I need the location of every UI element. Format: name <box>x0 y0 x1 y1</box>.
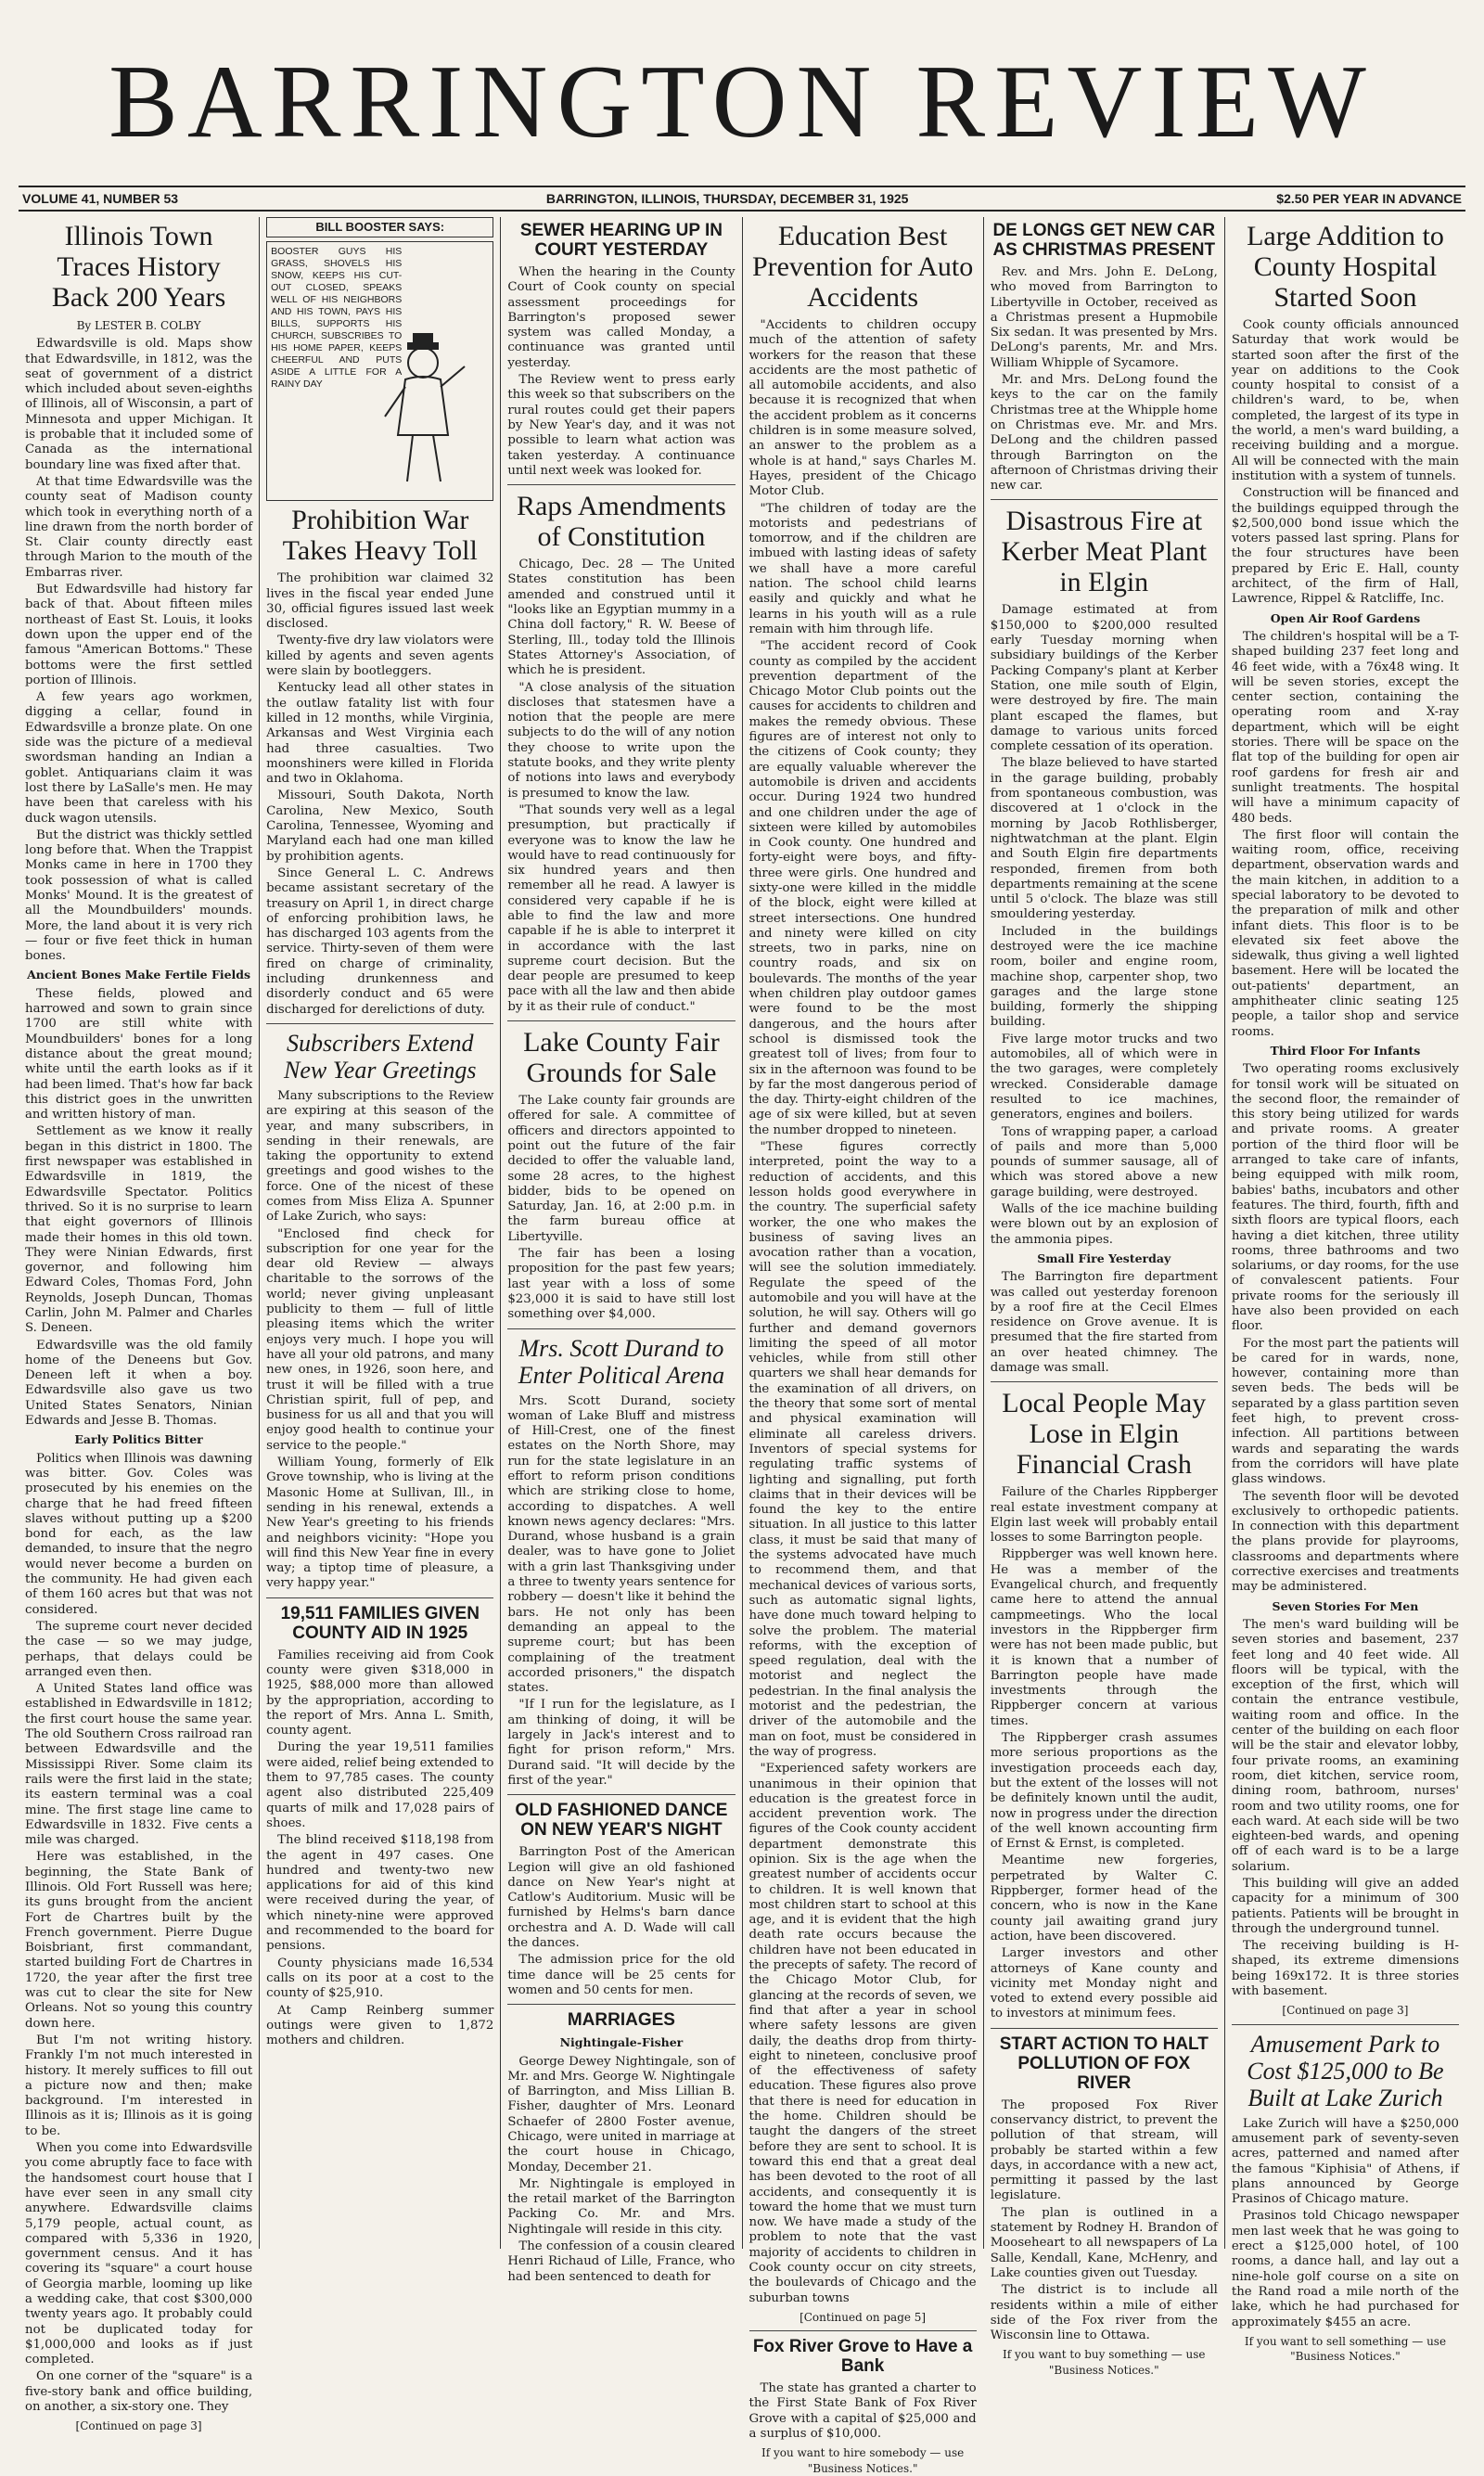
raps-headline: Raps Amendments of Constitution <box>517 491 726 553</box>
sewer-paragraph: When the hearing in the County Court of Cook county on special assessment proceedings for Barrington's proposed sewer system was called Monday, a continuance was granted until yesterday. <box>507 265 736 370</box>
prohibition-paragraph: Since General L. C. Andrews became assistant secretary of the treasury on April 1, in direct charge of enforcing prohibition laws, he has discharged 103 agents from the service. Thirty-seven of them were fired on charge of criminality, including drunkenness and disorderly conduct and 65 were discharged for derelictions of duty. <box>266 866 494 1017</box>
column-2 <box>260 217 501 2249</box>
subscribers-paragraph: William Young, formerly of Elk Grove township, who is living at the Masonic Home at Sullivan, Ill., in sending in his renewal, extends a New Year's greeting to his friends and neighbors vicinity: "Hope you will find this New Year fine in every way; a tiptop time of pleasure, a very happy year." <box>266 1456 494 1591</box>
prohibition-paragraph: Missouri, South Dakota, North Carolina, New Mexico, South Carolina, Tennessee, Wyoming and Maryland each had one man killed by prohibition agents. <box>266 789 494 864</box>
pollution-paragraph: The district is to include all residents within a mile of either side of the Fox river from the Wisconsin line to Ottawa. <box>990 2283 1218 2343</box>
durand-headline: Mrs. Scott Durand to Enter Political Arena <box>518 1334 725 1389</box>
column-1 <box>19 217 260 2433</box>
sewer-headline: SEWER HEARING UP IN COURT YESTERDAY <box>519 221 723 260</box>
booster-title: BILL BOOSTER SAYS: <box>266 217 493 237</box>
bill-booster-cartoon <box>266 241 493 501</box>
history-paragraph: A United States land office was established in Edwardsville in 1812; the first court house the same year. The old Southern Cross railroad ran between Edwardsville and the Mississippi River. Some claim its rails were the first laid in the state; its eastern terminal was a coal mine. The first stage line came to Edwardsville in 1832. Five cents a mile was charged. <box>25 1682 253 1848</box>
divider <box>266 1597 493 1598</box>
history-paragraph: Here was established, in the beginning, the State Bank of Illinois. Old Fort Russell was here; its guns brought from the ancient Fort de Chartres built by the French government. Pierre Dugue Boisbriant, first commandant, started building Fort de Chartres in 1720, the year after the first tree was cut to clear the site for New Orleans. Not so young this country down here. <box>25 1850 253 2031</box>
divider <box>991 499 1218 500</box>
divider <box>507 1020 735 1021</box>
booster-caption: BOOSTER GUYS HIS GRASS, SHOVELS HIS SNOW, KEEPS HIS CUT-OUT CLOSED, SPEAKS WELL OF HIS NEIGHBORS AND HIS TOWN, PAYS HIS BILLS, SUPPORTS HIS CHURCH, SUBSCRIBES TO HIS HOME PAPER, KEEPS CHEERFUL AND PUTS ASIDE A LITTLE FOR A RAINY DAY <box>271 246 403 391</box>
fairgrounds-headline: Lake County Fair Grounds for Sale <box>523 1027 720 1089</box>
history-paragraph: Settlement as we know it really began in this district in 1800. The first newspaper was established in Edwardsville in 1819, the Edwardsville Spectator. Politics thrived. So it is no surprise to learn that eight governors of Illinois made their homes in this old town. They were Ninian Edwards, first governor, and following him Edward Coles, Thomas Ford, John Reynolds, Joseph Duncan, Thomas Carlin, John M. Palmer and Charles S. Deneen. <box>25 1124 253 1336</box>
history-paragraph: These fields, plowed and harrowed and sown to grain since 1700 are still white with Moundbuilders' bones for a long distance about the great mound; white until the earth looks as if it had been limed. That's how far back this district goes in the unwritten and written history of man. <box>25 986 253 1123</box>
dance-paragraph: The admission price for the old time dance will be 25 cents for women and 50 cents for men. <box>507 1953 736 1997</box>
hospital-paragraph: This building will give an added capacity for a minimum of 300 patients. Patients will be brought in through the underground tunnel. <box>1231 1876 1460 1936</box>
divider <box>507 1794 735 1795</box>
hospital-headline: Large Addition to County Hospital Started Soon <box>1247 221 1444 313</box>
marriages-paragraph: Mr. Nightingale is employed in the retail market of the Barrington Packing Co. Mr. and Mrs. Nightingale will reside in this city. <box>507 2176 736 2237</box>
column-3 <box>501 217 742 2284</box>
subscribers-paragraph: "Enclosed find check for subscription for one year for the dear old Review — always charitable to the sorrows of the world; never giving unpleasant publicity to them — full of little pleasing items which the writer enjoys very much. I hope you will have all your old patrons, and many new ones, in 1926, soon here, and trust it will be filled with a true Christian spirit, full of pep, and business for us all and that you will enjoy good health to continue your service to the people." <box>266 1226 494 1453</box>
booster-figure-icon <box>368 333 480 491</box>
history-paragraph: Edwardsville was the old family home of the Deneens but Gov. Deneen left it when a boy. Edwardsville also gave us two United States Senators, Ninian Edwards and Jesse B. Thomas. <box>25 1338 253 1429</box>
history-headline: Illinois Town Traces History Back 200 Years <box>51 221 226 313</box>
aid-paragraph: The blind received $118,198 from the agent in 497 cases. One hundred and twenty-two new applications for aid of this kind were received during the year, of which ninety-nine were approved and recommended to the board for pensions. <box>266 1833 494 1954</box>
history-continued: [Continued on page 3] <box>75 2419 202 2433</box>
hospital-subhead: Third Floor For Infants <box>1270 1043 1421 1058</box>
dateline <box>19 186 1465 212</box>
fire-subhead: Small Fire Yesterday <box>1037 1251 1171 1265</box>
subscribers-headline: Subscribers Extend New Year Greetings <box>283 1029 477 1084</box>
rippberger-headline: Local People May Lose in Elgin Financial Crash <box>1002 1388 1207 1481</box>
history-subhead: Early Politics Bitter <box>74 1432 203 1447</box>
history-paragraph: Edwardsville is old. Maps show that Edwardsville, in 1812, was the seat of government of a district which included about seven-eighths of Illinois, all of Wisconsin, a part of Minnesota and upper Michigan. It is probable that it included some of Canada as the international boundary line was fixed after that. <box>25 337 253 472</box>
divider <box>507 2004 735 2005</box>
prohibition-paragraph: Twenty-five dry law violators were killed by agents and seven agents were slain by bootleggers. <box>266 634 494 679</box>
pollution-headline: START ACTION TO HALT POLLUTION OF FOX RIVER <box>999 2033 1209 2093</box>
rippberger-paragraph: Meantime new forgeries, perpetrated by Walter C. Rippberger, former head of the concern, who is now in the Kane county jail awaiting grand jury action, have been discovered. <box>990 1854 1218 1944</box>
delong-paragraph: Rev. and Mrs. John E. DeLong, who moved from Barrington to Libertyville in October, received as a Christmas present a Hupmobile Six sedan. It was presented by Mrs. DeLong's parents, Mr. and Mrs. William Whipple of Sycamore. <box>990 265 1218 370</box>
history-byline: By LESTER B. COLBY <box>76 319 201 332</box>
hospital-paragraph: Two operating rooms exclusively for tonsil work will be situated on the second floor, the remainder of this story being utilized for wards and private rooms. A greater portion of the third floor will be arranged to take care of infants, being equipped with milk room, babies' baths, incubators and other features. The third, fourth, fifth and sixth floors are typical floors, each having a diet kitchen, three utility rooms, three bathrooms and two solariums, or day rooms, for the use of convalescent patients. Four private rooms for the seriously ill have also been provided on each floor. <box>1231 1062 1460 1334</box>
history-paragraph: At that time Edwardsville was the county seat of Madison county which took in everything north of a line drawn from the north border of St. Clair county directly east through Marion to the mouth of the Embarras river. <box>25 474 253 580</box>
place-date: BARRINGTON, ILLINOIS, THURSDAY, DECEMBER 31, 1925 <box>545 191 909 206</box>
marriages-headline: MARRIAGES <box>567 2010 675 2031</box>
divider <box>1232 2024 1459 2025</box>
marriages-paragraph: George Dewey Nightingale, son of Mr. and Mrs. George W. Nightingale of Barrington, and Miss Lillian B. Fisher, daughter of Mrs. Leonard Schaefer of 2800 Foster avenue, Chicago, were united in marriage at the court house in Chicago, Monday, December 21. <box>507 2054 736 2175</box>
hospital-paragraph: The men's ward building will be seven stories and basement, 237 feet long and 40 feet wide. All floors will be typical, with the exception of the first, which will contain the entrance vestibule, waiting room and office. In the center of the building on each floor will be the stair and elevator lobby, four private rooms, an examining room, diet kitchen, service room, dining room, bathroom, nurses' room and two utility rooms, one for each ward. At each side will be two eighteen-bed wards, and opening off of each ward is to be a large solarium. <box>1231 1617 1460 1874</box>
raps-paragraph: "That sounds very well as a legal presumption, but practically if everyone was to know the law he would have to read continuously for six hundred years and then remember all he read. A lawyer is considered very capable if he is able to find the law and more capable if he is able to interpret it in accordance with the last supreme court decision. But the dear people are presumed to keep pace with all the law and then abide by it as their rule of conduct." <box>507 802 736 1014</box>
education-paragraph: "The accident record of Cook county as compiled by the accident prevention department of the Chicago Motor Club points out the causes for accidents to children and makes the remedy obvious. These figures are of interest not only to the citizens of Cook county; they are equally valuable wherever the automobile is driven and accidents occur. During 1924 two hundred and one children under the age of sixteen were killed by automobiles in Cook county. One hundred and forty-eight were boys, and fifty-three were girls. One hundred and sixty-one were killed in the middle of the block, eight were killed at street intersections. One hundred and ninety were killed on city streets, two in parks, nine on country roads, and six on boulevards. The months of the year when children play outdoor games were found to be the most dangerous, and the hours after school is dismissed took the greatest toll of lives; from four to six in the afternoon was found to be by far the most dangerous period of the day. Thirty-eight children of the age of six were killed, but at seven the number dropped to nineteen. <box>748 639 977 1137</box>
aid-paragraph: County physicians made 16,534 calls on its poor at a cost to the county of $25,910. <box>266 1956 494 2001</box>
hospital-continued: [Continued on page 3] <box>1282 2004 1409 2018</box>
hospital-paragraph: Construction will be financed and the buildings equipped through the $2,500,000 bond issue which the voters passed last spring. Plans for the four structures have been prepared by Eric E. Hall, county architect, of the firm of Hall, Lawrence, Rippel & Ratcliffe, Inc. <box>1231 486 1460 607</box>
hospital-paragraph: For the most part the patients will be cared for in wards, none, however, containing more than seven beds. The beds will be separated by a glass partition seven feet high, to prevent cross-infection. All partitions between wards and separating the wards from the corridors will have plate glass windows. <box>1231 1336 1460 1487</box>
divider <box>507 484 735 485</box>
education-paragraph: "The children of today are the motorists and pedestrians of tomorrow, and if the children are imbued with lasting ideas of safety we shall have a more careful nation. The school child learns easily and quickly and what he learns in his youth will as a rule remain with him through life. <box>748 501 977 636</box>
fire-headline: Disastrous Fire at Kerber Meat Plant in Elgin <box>1001 506 1208 598</box>
raps-paragraph: "A close analysis of the situation discloses that statesmen have a notion that the people are mere subjects to do the will of any notion they choose to write upon the statute books, and they write plenty of notions into laws and everybody is presumed to know the law. <box>507 680 736 801</box>
subscription-price: $2.50 PER YEAR IN ADVANCE <box>1276 191 1462 206</box>
history-paragraph: But the district was thickly settled long before that. When the Trappist Monks came in here in 1700 they took possession of what is called Monks' Mound. It is the greatest of all the Moundbuilders' mounds. More, the land about it is very rich — four or five feet thick in human bones. <box>25 827 253 964</box>
rippberger-paragraph: The Rippberger crash assumes more serious proportions as the investigation proceeds each day, but the extent of the losses will not be definitely known until the audit, now in progress under the direction of the well known accounting firm of Ernst & Ernst, is completed. <box>990 1731 1218 1852</box>
hospital-paragraph: The first floor will contain the waiting room, office, receiving department, observation wards and the main kitchen, in addition to a special laboratory to be devoted to the preparation of milk and other infant diets. This floor is to be elevated six feet above the sidewalk, thus giving a well lighted basement. Here will be located the out-patients' department, an amphitheater clinic seating 125 people, a tailor shop and service rooms. <box>1231 827 1460 1039</box>
education-paragraph: "These figures correctly interpreted, point the way to a reduction of accidents, and this lesson holds good everywhere in the country. The superficial safety worker, the one who makes the business of saving lives an avocation rather than a vocation, will see the solution immediately. Regulate the speed of the automobile and you will have at the solution, he will say. Others will go further and demand governors limiting the speed of all motor vehicles, while from still other quarters we shall hear demands for the examination of all drivers, on the theory that some sort of mental and physical examination will eliminate all careless drivers. Inventors of special systems for regulating traffic systems of lighting and signalling, put forth claims that in their devices will be found the key to the entire situation. In all justice to this latter class, it must be said that many of the systems advocated have much to recommend them, and that mechanical devices of various sorts, such as automatic signal lights, have done much toward helping to solve the problem. The material reforms, with the exception of speed regulation, deal with the motorist and neglect the pedestrian. In the final analysis the motorist and the pedestrian, the driver of the automobile and the man on foot, must be considered in the way of progress. <box>748 1140 977 1759</box>
history-paragraph: On one corner of the "square" is a five-story bank and office building, on another, a six-story one. They <box>25 2369 253 2415</box>
bank-ad: If you want to hire somebody — use "Business Notices." <box>761 2446 965 2475</box>
aid-headline: 19,511 FAMILIES GIVEN COUNTY AID IN 1925 <box>280 1603 480 1643</box>
fire-paragraph: Included in the buildings destroyed were the ice machine room, boiler and engine room, machine shop, carpenter shop, two garages and the large stone building, formerly the shipping building. <box>990 924 1218 1030</box>
subscribers-paragraph: Many subscriptions to the Review are expiring at this season of the year, and many subscribers, in sending in their renewals, are taking the opportunity to extend greetings and good wishes to the force. One of the nicest of these comes from Miss Eliza A. Spunner of Lake Zurich, who says: <box>266 1088 494 1225</box>
history-paragraph: A few years ago workmen, digging a cellar, found in Edwardsville a bronze plate. On one side was the picture of a medieval swordsman handing an Indian a goblet. Antiquarians claim it was lost there by LaSalle's men. He may have been that careless with his duck wagon utensils. <box>25 690 253 826</box>
delong-paragraph: Mr. and Mrs. DeLong found the keys to the car on the family Christmas tree at the Whipple home on Christmas eve. Mr. and Mrs. DeLong and the children passed through Barrington on the afternoon of Christmas driving their new car. <box>990 373 1218 494</box>
column-4 <box>743 217 984 2475</box>
divider <box>507 1328 735 1329</box>
fairgrounds-paragraph: The fair has been a losing proposition for the past few years; last year with a loss of some $23,000 it is said to have still lost something over $4,000. <box>507 1247 736 1322</box>
education-paragraph: "Experienced safety workers are unanimous in their opinion that education is the greatest force in accident prevention work. The figures of the Cook county accident department demonstrate this opinion. Six is the age when the greatest number of accidents occur to children. It is well known that most children start to school at this age, and it is evident that the high death rate occurs because the children have not been educated in the precepts of safety. The record of the Chicago Motor Club, for glancing at the records of seven, we find that after a year in school where safety lessons are given daily, the deaths drop from thirty-eight to nineteen, conclusive proof of the effectiveness of safety education. These figures also prove that there is need for education in the home. Children should be taught the dangers of the street before they are sent to school. It is toward this end that a great deal has been devoted to the root of all accidents, and consequently it is toward the home that we must turn now. We have made a study of the problem to note that the vast majority of accidents to children in Cook county occur on city streets, the boulevards of Chicago and the suburban towns <box>748 1762 977 2305</box>
pollution-paragraph: The proposed Fox River conservancy district, to prevent the pollution of that stream, will probably be started within a few days, in accordance with a new act, permitting it passed by the last legislature. <box>990 2098 1218 2203</box>
education-headline: Education Best Prevention for Auto Accidents <box>751 221 974 313</box>
fairgrounds-paragraph: The Lake county fair grounds are offered for sale. A committee of officers and directors appointed to point out the future of the fair decided to offer the valuable land, some 28 acres, to the highest bidder, bids to be opened on Saturday, Jan. 16, at 2:00 p.m. in the farm bureau office at Libertyville. <box>507 1094 736 1244</box>
durand-paragraph: "If I run for the legislature, as I am thinking of doing, it will be largely in Jack's interest and to fight for prison reform," Mrs. Durand said. "It will decide by the first of the year." <box>507 1698 736 1788</box>
history-paragraph: The supreme court never decided the case — so we may judge, perhaps, that delays could be arranged even then. <box>25 1619 253 1679</box>
history-paragraph: Politics when Illinois was dawning was bitter. Gov. Coles was prosecuted by his enemies on the charge that he had freed fifteen slaves without putting up a $200 bond for each, as the law demanded, to insure that the negro would never become a burden on the community. He had given each of them 160 acres but that was not considered. <box>25 1451 253 1617</box>
column-6 <box>1225 217 1465 2364</box>
dance-headline: OLD FASHIONED DANCE ON NEW YEAR'S NIGHT <box>515 1801 728 1841</box>
fire-paragraph: The Barrington fire department was called out yesterday forenoon by a roof fire at the Cecil Elmes residence on Grove avenue. It is presumed that the fire started from an over heated chimney. The damage was small. <box>990 1270 1218 1375</box>
bank-headline: Fox River Grove to Have a Bank <box>752 2337 973 2377</box>
marriages-paragraph: The confession of a cousin cleared Henri Richaud of Lille, France, who had been sentenced to death for <box>507 2239 736 2284</box>
amusement-headline: Amusement Park to Cost $125,000 to Be Built at Lake Zurich <box>1247 2030 1444 2111</box>
pollution-paragraph: The plan is outlined in a statement by Rodney H. Brandon of Mooseheart to all newspapers of La Salle, Kendall, Kane, McHenry, and Lake counties given out Tuesday. <box>990 2205 1218 2280</box>
durand-paragraph: Mrs. Scott Durand, society woman of Lake Bluff and mistress of Hill-Crest, one of the finest estates on the North Shore, may run for the state legislature in an effort to reform prison conditions which are striking close to home, according to dispatches. A well known news agency declares: "Mrs. Durand, whose husband is a grain dealer, was to have gone to Joliet with a grin last Thanksgiving under a three to twenty years sentence for robbery — doesn't like it behind the bars. He not only has been demanding an appeal to the supreme court; but has been complaining of the treatment accorded prisoners," the dispatch states. <box>507 1393 736 1696</box>
amusement-ad: If you want to sell something — use "Business Notices." <box>1244 2334 1447 2364</box>
education-paragraph: "Accidents to children occupy much of the attention of safety workers for the reason that these accidents are the most pathetic of all automobile accidents, and also because it is recognized that when the accident problem as it concerns children is in some measure solved, an answer to the problem as a whole is at hand," says Charles M. Hayes, president of the Chicago Motor Club. <box>748 318 977 499</box>
dance-paragraph: Barrington Post of the American Legion will give an old fashioned dance on New Year's night at Catlow's Auditorium. Music will be furnished by Helms's barn dance orchestra and A. D. Wade will call the dances. <box>507 1845 736 1951</box>
history-paragraph: When you come into Edwardsville you come abruptly face to face with the handsomest court house that I have ever seen in any small city anywhere. Edwardsville claims 5,179 people, actual count, as compared with 5,336 in 1920, government census. And it has covering its "square" a court house of Georgia marble, looming up like a wedding cake, that cost $300,000 twenty years ago. It probably could not be duplicated today for $1,000,000 and looks as if just completed. <box>25 2141 253 2367</box>
rippberger-paragraph: Larger investors and other attorneys of Kane county and vicinity met Monday night and voted to extend every possible aid to investors at minimum fees. <box>990 1946 1218 2021</box>
amusement-paragraph: Lake Zurich will have a $250,000 amusement park of seventy-seven acres, patterned and named after the famous "Kiphisia" of Athens, if plans announced by George Prasinos of Chicago mature. <box>1231 2116 1460 2207</box>
marriages-subhead: Nightingale-Fisher <box>559 2035 684 2050</box>
aid-paragraph: During the year 19,511 families were aided, relief being extended to them to 97,785 cases. The county agent also distributed 225,409 quarts of milk and 17,028 pairs of shoes. <box>266 1740 494 1830</box>
divider <box>991 1381 1218 1382</box>
hospital-subhead: Open Air Roof Gardens <box>1270 610 1421 625</box>
masthead-title: BARRINGTON REVIEW <box>109 45 1375 160</box>
hospital-paragraph: Cook county officials announced Saturday that work would be started soon after the first of the year on additions to the Cook county hospital to consist of a children's ward, to be, when completed, the largest of its type in the world, a men's ward building, a receiving building and a morgue. All will be connected with the main institution with a system of tunnels. <box>1231 318 1460 483</box>
divider <box>749 2330 977 2331</box>
hospital-subhead: Seven Stories For Men <box>1272 1598 1419 1613</box>
volume-number: VOLUME 41, NUMBER 53 <box>22 191 179 206</box>
sewer-paragraph: The Review went to press early this week so that subscribers on the rural routes could get their papers by New Year's day, and it was not possible to learn what action was taken yesterday. A continuance until next week was looked for. <box>507 373 736 478</box>
delong-headline: DE LONGS GET NEW CAR AS CHRISTMAS PRESENT <box>992 221 1216 260</box>
aid-paragraph: Families receiving aid from Cook county were given $318,000 in 1925, $88,000 more than allowed by the appropriation, according to the report of Mrs. Anna L. Smith, county agent. <box>266 1648 494 1738</box>
fire-paragraph: Damage estimated at from $150,000 to $200,000 resulted early Tuesday morning when subsidiary buildings of the Kerber Packing Company's plant at Kerber Station, one mile south of Elgin, were destroyed by fire. The main plant escaped the flames, but damage to various units forced complete cessation of its operation. <box>990 603 1218 754</box>
history-paragraph: But Edwardsville had history far back of that. About fifteen miles northeast of East St. Louis, it looks down upon the upper end of the famous "American Bottoms." These bottoms were the first settled portion of Illinois. <box>25 583 253 687</box>
prohibition-headline: Prohibition War Takes Heavy Toll <box>282 505 478 567</box>
fire-paragraph: Walls of the ice machine building were blown out by an explosion of the ammonia pipes. <box>990 1202 1218 1247</box>
pollution-ad: If you want to buy something — use "Business Notices." <box>1003 2348 1206 2377</box>
education-continued: [Continued on page 5] <box>800 2310 927 2324</box>
amusement-paragraph: Prasinos told Chicago newspaper men last week that he was going to erect a $125,000 hotel, of 100 rooms, a dance hall, and lay out a nine-hole golf course on a site on the Rand road a mile north of the lake, which he had purchased for approximately $455 an acre. <box>1231 2209 1460 2329</box>
fire-paragraph: The blaze believed to have started in the garage building, probably from spontaneous combustion, was discovered at 1 o'clock in the morning by Jacob Rothlisberger, nightwatchman at the plant. Elgin and South Elgin fire departments responded, firemen from both departments remaining at the scene until 5 o'clock. The blaze was still smouldering yesterday. <box>990 756 1218 922</box>
prohibition-paragraph: Kentucky lead all other states in the outlaw fatality list with four killed in 12 months, while Virginia, Arkansas and West Virginia each had three casualties. Two moonshiners were killed in Florida and two in Oklahoma. <box>266 681 494 787</box>
rippberger-paragraph: Rippberger was well known here. He was a member of the Evangelical church, and frequently came here to attend the annual campmeetings. Who the local investors in the Rippberger firm were has not been made public, but it is known that a number of Barrington people have made investments through the Rippberger concern at various times. <box>990 1547 1218 1728</box>
divider <box>991 2028 1218 2029</box>
raps-paragraph: Chicago, Dec. 28 — The United States constitution has been amended and construed until it "looks like an Egyptian mummy in a China doll factory," R. W. Beese of Sterling, Ill., today told the Illinois States Attorney's Association, of which he is president. <box>507 558 736 678</box>
columns <box>19 217 1465 2475</box>
fire-paragraph: Tons of wrapping paper, a carload of pails and more than 5,000 pounds of summer sausage, all of which was stored above a new garage building, were destroyed. <box>990 1124 1218 1200</box>
column-5 <box>984 217 1225 2377</box>
history-paragraph: But I'm not writing history. Frankly I'm not much interested in history. It merely suffices to fill out a picture now and then; make background. I'm interested in Illinois as it is; Illinois as it is going to be. <box>25 2033 253 2138</box>
hospital-paragraph: The children's hospital will be a T-shaped building 237 feet long and 46 feet wide, with a 76x48 wing. It will be seven stories, except the center section, containing the operating room and X-ray department, which will be eight stories. There will be space on the flat top of the building for open air roof gardens for fresh air and sunlight treatments. The hospital will have a minimum capacity of 480 beds. <box>1231 629 1460 826</box>
history-subhead: Ancient Bones Make Fertile Fields <box>27 968 251 982</box>
newspaper-page <box>19 19 1465 2475</box>
fire-paragraph: Five large motor trucks and two automobiles, all of which were in the two garages, were completely wrecked. Considerable damage resulted to ice machines, generators, engines and boilers. <box>990 1032 1218 1123</box>
rippberger-paragraph: Failure of the Charles Rippberger real estate investment company at Elgin last week will probably entail losses to some Barrington people. <box>990 1485 1218 1546</box>
prohibition-paragraph: The prohibition war claimed 32 lives in the fiscal year ended June 30, official figures issued last week disclosed. <box>266 571 494 632</box>
aid-paragraph: At Camp Reinberg summer outings were given to 1,872 mothers and children. <box>266 2003 494 2048</box>
bank-paragraph: The state has granted a charter to the First State Bank of Fox River Grove with a capital of $25,000 and a surplus of $10,000. <box>748 2381 977 2442</box>
hospital-paragraph: The seventh floor will be devoted exclusively to orthopedic patients. In connection with this department the plans provide for playrooms, classrooms and departments where corrective exercises and treatments may be administered. <box>1231 1489 1460 1595</box>
divider <box>266 1023 493 1024</box>
hospital-paragraph: The receiving building is H-shaped, its extreme dimensions being 169x172. It is three stories with basement. <box>1231 1939 1460 1999</box>
